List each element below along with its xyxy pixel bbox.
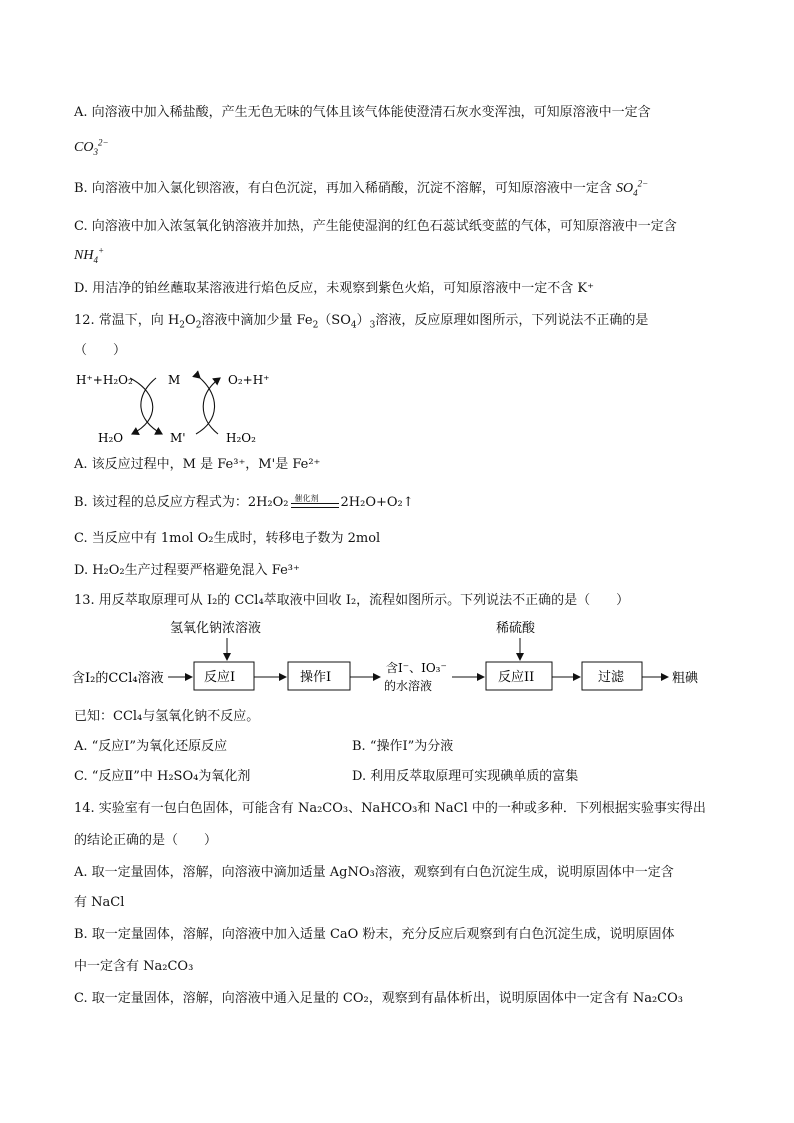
ion-subscript: 3 (93, 146, 98, 157)
stem-part: ） (356, 313, 370, 328)
equation-right: 2H₂O+O₂↑ (340, 495, 414, 510)
stem-part: O (185, 313, 196, 328)
ion-subscript: 4 (633, 187, 638, 198)
right-arc-arrow (196, 378, 215, 434)
q11-option-c-ion (74, 247, 104, 265)
q11-option-d: D. 用洁净的铂丝蘸取某溶液进行焰色反应，未观察到紫色火焰，可知原溶液中一定不含 K⁺ (74, 281, 594, 296)
q14-stem-line-1: 14. 实验室有一包白色固体，可能含有 Na₂CO₃、NaHCO₃和 NaCl 中的一种或多种．下列根据实验事实得出 (74, 801, 706, 816)
stem-sub: 2 (179, 320, 186, 331)
stem-part: 溶液中滴加少量 Fe (201, 313, 313, 328)
stem-part: 溶液，反应原理如图所示，下列说法不正确的是 (375, 313, 649, 328)
ion-base: CO (74, 140, 94, 155)
q11-option-c: C. 向溶液中加入浓氢氧化钠溶液并加热，产生能使湿润的红色石蕊试纸变蓝的气体，可知原溶液中一定含 (74, 219, 677, 234)
q12-option-a: A. 该反应过程中，M 是 Fe³⁺，M'是 Fe²⁺ (74, 457, 321, 472)
diagram-center-bottom: M' (170, 431, 186, 445)
equation-double-line (291, 503, 339, 508)
ion-subscript: 4 (93, 254, 98, 265)
flow-start: 含I₂的CCl₄溶液 (72, 671, 164, 686)
q11-option-a-ion (74, 139, 109, 157)
ion-base: NH (74, 248, 94, 263)
q13-option-c: C. “反应Ⅱ”中 H₂SO₄为氧化剂 (74, 769, 251, 784)
q13-known: 已知：CCl₄与氢氧化钠不反应。 (74, 709, 260, 724)
q12-option-d: D. H₂O₂生产过程要严格避免混入 Fe³⁺ (74, 563, 300, 578)
q12-option-c: C. 当反应中有 1mol O₂生成时，转移电子数为 2mol (74, 531, 381, 546)
q12-blank: （ ） (74, 343, 127, 358)
flow-mid-line-2: 的水溶液 (384, 679, 433, 693)
stem-part: （SO (318, 313, 351, 328)
catalyst-label: 催化剂 (294, 493, 319, 503)
q11-option-b-text: B. 向溶液中加入氯化钡溶液，有白色沉淀，再加入稀硝酸，沉淀不溶解，可知原溶液中一定含 (74, 181, 612, 196)
q14-option-c: C. 取一定量固体，溶解，向溶液中通入足量的 CO₂，观察到有晶体析出，说明原固体中一定含有 Na₂CO₃ (74, 991, 683, 1006)
ion-superscript: 2− (637, 178, 649, 189)
flow-end: 粗碘 (672, 671, 699, 686)
q13-option-b: B. “操作Ⅰ”为分液 (352, 739, 454, 754)
q14-option-a-line-1: A. 取一定量固体，溶解，向溶液中滴加适量 AgNO₃溶液，观察到有白色沉淀生成，说明原固体中一定含 (74, 865, 674, 880)
diagram-right-bottom: H₂O₂ (226, 431, 256, 445)
diagram-left-top: H⁺+H₂O₂ (76, 373, 133, 387)
stem-sub: 2 (312, 320, 319, 331)
flow-box-2-label: 操作I (300, 670, 332, 685)
ion-base: SO (615, 181, 634, 196)
ion-superscript: 2− (97, 137, 109, 148)
q12-stem (74, 312, 648, 330)
q13-option-d: D. 利用反萃取原理可实现碘单质的富集 (352, 769, 579, 784)
q14-stem-line-2: 的结论正确的是（ ） (74, 833, 218, 848)
q14-option-b-line-1: B. 取一定量固体，溶解，向溶液中加入适量 CaO 粉末，充分反应后观察到有白色沉淀生成，说明原固体 (74, 927, 675, 942)
flow-reagent-2: 稀硫酸 (496, 621, 536, 636)
q11-option-b (74, 180, 648, 198)
stem-part: 12. 常温下，向 H (74, 313, 180, 328)
q13-stem: 13. 用反萃取原理可从 I₂的 CCl₄萃取液中回收 I₂，流程如图所示。下列说法不正确的是（ ） (74, 593, 630, 608)
q13-option-a: A. “反应Ⅰ”为氧化还原反应 (74, 739, 228, 754)
ion-superscript: + (97, 245, 105, 256)
diagram-left-bottom: H₂O (98, 431, 124, 445)
q14-option-b-line-2: 中一定含有 Na₂CO₃ (74, 959, 194, 974)
diagram-center-top: M (168, 373, 181, 387)
right-inner-arc-arrow (203, 378, 220, 434)
q11-option-b-ion (615, 178, 649, 198)
stem-sub: 3 (369, 320, 376, 331)
flow-box-4-label: 过滤 (598, 670, 625, 685)
q11-option-a: A. 向溶液中加入稀盐酸，产生无色无味的气体且该气体能使澄清石灰水变浑浊，可知原溶液中一定含 (74, 105, 651, 120)
diagram-right-top: O₂+H⁺ (228, 373, 270, 387)
equation-left: B. 该过程的总反应方程式为：2H₂O₂ (74, 495, 289, 510)
q13-flowchart (70, 616, 730, 696)
q14-option-a-line-2: 有 NaCl (74, 895, 125, 910)
flow-box-3-label: 反应II (498, 670, 535, 685)
flow-mid-line-1: 含I⁻、IO₃⁻ (386, 661, 447, 675)
stem-sub: 4 (350, 320, 357, 331)
stem-sub: 2 (195, 320, 202, 331)
q12-option-b (74, 494, 414, 512)
flow-reagent-1: 氢氧化钠浓溶液 (170, 621, 262, 636)
catalyst-over-line (291, 493, 339, 510)
q12-cycle-diagram (70, 364, 290, 448)
flow-box-1-label: 反应I (204, 670, 236, 685)
